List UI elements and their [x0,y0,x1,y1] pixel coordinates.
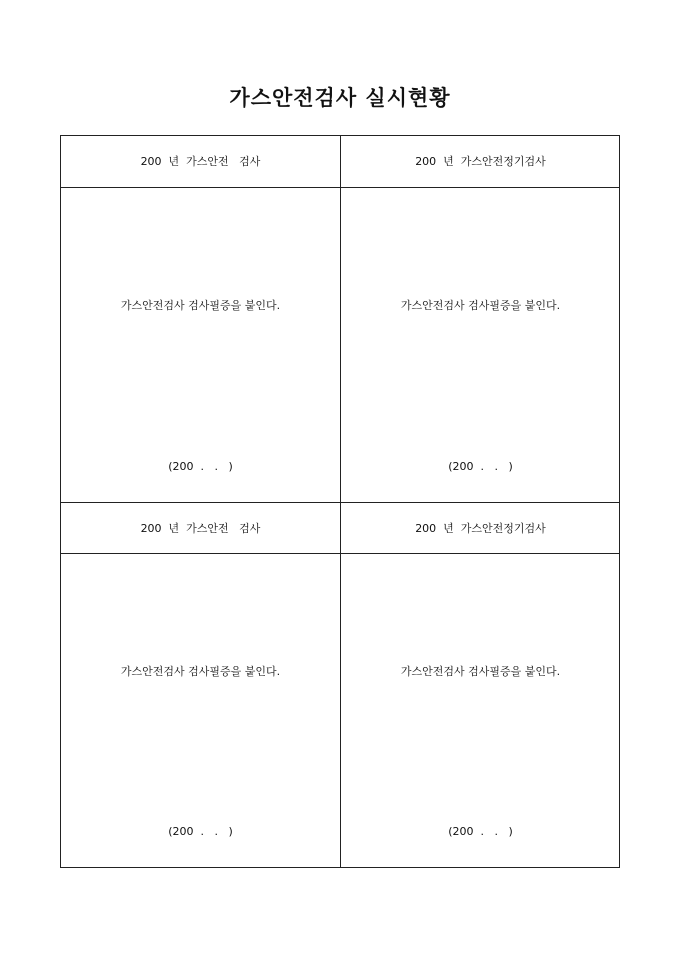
panel-body-bottom-right: 가스안전검사 검사필증을 붙인다. [400,665,561,678]
panel-header-bottom-right: 200 년 가스안전정기검사 [415,522,546,535]
panel-date-top-left: (200 . . ) [168,460,233,473]
panel-date-top-right: (200 . . ) [448,460,513,473]
column-divider [340,136,341,867]
panel-body-bottom-left: 가스안전검사 검사필증을 붙인다. [120,665,281,678]
inspection-grid [60,135,620,868]
panel-body-top-left: 가스안전검사 검사필증을 붙인다. [120,299,281,312]
document-title: 가스안전검사 실시현황 [229,85,451,110]
panel-header-top-right: 200 년 가스안전정기검사 [415,155,546,168]
panel-date-bottom-right: (200 . . ) [448,825,513,838]
panel-header-bottom-left: 200 년 가스안전 검사 [140,522,261,535]
panel-body-top-right: 가스안전검사 검사필증을 붙인다. [400,299,561,312]
panel-date-bottom-left: (200 . . ) [168,825,233,838]
panel-header-top-left: 200 년 가스안전 검사 [140,155,261,168]
